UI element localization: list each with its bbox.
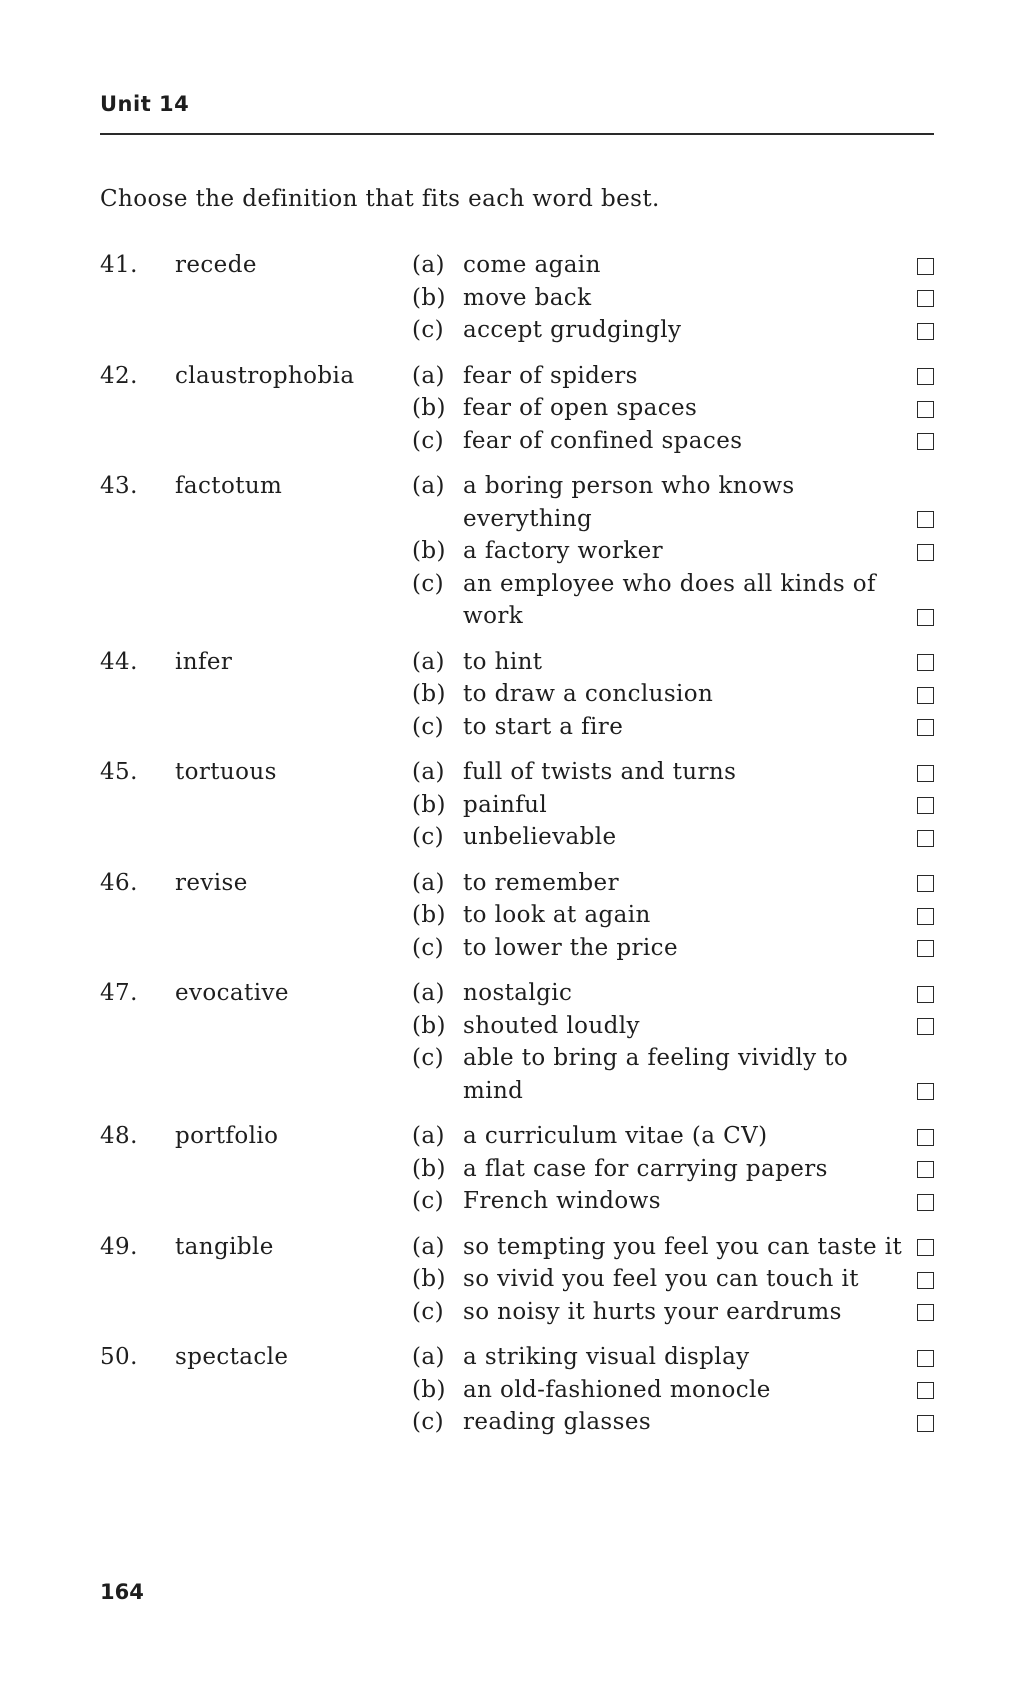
question-word: infer <box>175 648 233 675</box>
answer-option <box>412 1374 934 1407</box>
answer-checkbox[interactable] <box>917 290 934 307</box>
answer-checkbox[interactable] <box>917 1161 934 1178</box>
option-text: to hint <box>463 648 543 675</box>
answer-option <box>412 867 934 900</box>
answer-option <box>412 1185 934 1218</box>
answer-checkbox[interactable] <box>917 544 934 561</box>
answer-option <box>412 1296 934 1329</box>
instruction-text: Choose the definition that fits each word best. <box>100 186 660 212</box>
option-text: so noisy it hurts your eardrums <box>463 1298 842 1325</box>
option-letter: (a) <box>412 1344 445 1370</box>
answer-option <box>412 711 934 744</box>
answer-option <box>412 470 934 535</box>
question-number: 50. <box>100 1344 138 1370</box>
answer-checkbox[interactable] <box>917 511 934 528</box>
option-letter: (a) <box>412 759 445 785</box>
question-word: portfolio <box>175 1123 279 1149</box>
answer-option <box>412 1153 934 1186</box>
question-number: 45. <box>100 759 138 785</box>
option-letter: (a) <box>412 1233 445 1260</box>
option-text: able to bring a feeling vividly to mind <box>463 1045 849 1104</box>
option-text: a boring person who knows everything <box>463 473 795 532</box>
answer-checkbox[interactable] <box>917 1194 934 1211</box>
answer-option <box>412 821 934 854</box>
option-list <box>412 756 934 854</box>
answer-checkbox[interactable] <box>917 1129 934 1146</box>
option-letter: (a) <box>412 869 445 896</box>
answer-checkbox[interactable] <box>917 1350 934 1367</box>
option-list <box>412 867 934 965</box>
option-letter: (c) <box>412 824 445 850</box>
answer-option <box>412 314 934 347</box>
option-letter: (b) <box>412 395 446 421</box>
answer-checkbox[interactable] <box>917 1018 934 1035</box>
option-letter: (c) <box>412 427 445 454</box>
question-item <box>100 977 934 1107</box>
option-text: fear of open spaces <box>463 395 698 421</box>
option-text: nostalgic <box>463 980 573 1006</box>
answer-option <box>412 756 934 789</box>
option-text: to start a fire <box>463 713 624 740</box>
option-text: to look at again <box>463 902 651 928</box>
answer-checkbox[interactable] <box>917 908 934 925</box>
answer-checkbox[interactable] <box>917 765 934 782</box>
option-letter: (b) <box>412 791 446 818</box>
header-rule <box>100 133 934 135</box>
option-text: unbelievable <box>463 824 617 850</box>
question-number: 43. <box>100 473 138 499</box>
option-text: so vivid you feel you can touch it <box>463 1266 859 1292</box>
option-text: an old-fashioned monocle <box>463 1376 771 1403</box>
option-text: a flat case for carrying papers <box>463 1155 828 1182</box>
answer-option <box>412 899 934 932</box>
option-text: a striking visual display <box>463 1344 750 1370</box>
option-text: reading glasses <box>463 1409 652 1435</box>
question-word: evocative <box>175 980 289 1006</box>
option-letter: (c) <box>412 1298 445 1325</box>
option-letter: (c) <box>412 1045 445 1071</box>
question-item <box>100 1120 934 1218</box>
answer-checkbox[interactable] <box>917 940 934 957</box>
question-item <box>100 756 934 854</box>
option-letter: (c) <box>412 1188 445 1214</box>
option-text: a curriculum vitae (a CV) <box>463 1123 768 1149</box>
option-letter: (b) <box>412 1266 446 1292</box>
question-word: claustrophobia <box>175 362 355 389</box>
option-list <box>412 1120 934 1218</box>
answer-checkbox[interactable] <box>917 433 934 450</box>
answer-option <box>412 1341 934 1374</box>
page-number: 164 <box>100 1580 144 1604</box>
answer-checkbox[interactable] <box>917 654 934 671</box>
option-text: a factory worker <box>463 538 663 564</box>
option-letter: (c) <box>412 1409 445 1435</box>
answer-option <box>412 977 934 1010</box>
answer-option <box>412 1042 934 1107</box>
answer-checkbox[interactable] <box>917 830 934 847</box>
option-text: painful <box>463 791 548 818</box>
option-letter: (b) <box>412 1155 446 1182</box>
answer-checkbox[interactable] <box>917 797 934 814</box>
question-number: 42. <box>100 362 138 389</box>
option-text: an employee who does all kinds of work <box>463 570 876 629</box>
question-number: 47. <box>100 980 138 1006</box>
answer-option <box>412 1263 934 1296</box>
answer-checkbox[interactable] <box>917 1304 934 1321</box>
answer-checkbox[interactable] <box>917 1415 934 1432</box>
option-text: shouted loudly <box>463 1012 640 1039</box>
answer-option <box>412 249 934 282</box>
answer-option <box>412 392 934 425</box>
question-number: 44. <box>100 648 138 675</box>
option-letter: (c) <box>412 934 445 961</box>
answer-option <box>412 535 934 568</box>
option-text: fear of spiders <box>463 362 638 389</box>
option-text: so tempting you feel you can taste it <box>463 1233 903 1260</box>
answer-checkbox[interactable] <box>917 258 934 275</box>
option-letter: (b) <box>412 902 446 928</box>
option-text: to remember <box>463 869 619 896</box>
option-text: to lower the price <box>463 934 678 961</box>
question-item <box>100 360 934 458</box>
option-letter: (a) <box>412 473 445 499</box>
option-text: French windows <box>463 1188 661 1214</box>
question-item <box>100 1231 934 1329</box>
answer-option <box>412 1120 934 1153</box>
question-item <box>100 470 934 633</box>
option-letter: (b) <box>412 681 446 707</box>
running-head: Unit 14 <box>100 92 190 116</box>
question-number: 41. <box>100 252 138 278</box>
answer-checkbox[interactable] <box>917 1382 934 1399</box>
option-list <box>412 1341 934 1439</box>
question-word: tangible <box>175 1233 274 1260</box>
question-item <box>100 646 934 744</box>
question-word: recede <box>175 252 257 278</box>
answer-option <box>412 932 934 965</box>
option-letter: (c) <box>412 570 445 597</box>
answer-checkbox[interactable] <box>917 609 934 626</box>
question-word: factotum <box>175 473 283 499</box>
option-list <box>412 977 934 1107</box>
answer-checkbox[interactable] <box>917 401 934 418</box>
question-word: spectacle <box>175 1344 289 1370</box>
answer-option <box>412 1406 934 1439</box>
question-item <box>100 867 934 965</box>
option-text: full of twists and turns <box>463 759 737 785</box>
question-list <box>100 249 934 1452</box>
answer-option <box>412 282 934 315</box>
option-letter: (b) <box>412 1012 446 1039</box>
option-letter: (c) <box>412 317 445 343</box>
option-letter: (b) <box>412 538 446 564</box>
option-text: fear of confined spaces <box>463 427 743 454</box>
option-text: come again <box>463 252 601 278</box>
option-text: to draw a conclusion <box>463 681 714 707</box>
question-item <box>100 1341 934 1439</box>
question-item <box>100 249 934 347</box>
option-letter: (a) <box>412 980 445 1006</box>
answer-option <box>412 789 934 822</box>
answer-option <box>412 1010 934 1043</box>
option-letter: (a) <box>412 648 445 675</box>
answer-checkbox[interactable] <box>917 323 934 340</box>
answer-checkbox[interactable] <box>917 1272 934 1289</box>
answer-option <box>412 360 934 393</box>
option-letter: (c) <box>412 713 445 740</box>
option-letter: (a) <box>412 252 445 278</box>
answer-checkbox[interactable] <box>917 986 934 1003</box>
option-letter: (a) <box>412 1123 445 1149</box>
answer-checkbox[interactable] <box>917 368 934 385</box>
question-number: 48. <box>100 1123 138 1149</box>
option-list <box>412 249 934 347</box>
option-letter: (a) <box>412 362 445 389</box>
option-letter: (b) <box>412 284 446 311</box>
question-word: revise <box>175 869 248 896</box>
option-list <box>412 470 934 633</box>
option-letter: (b) <box>412 1376 446 1403</box>
answer-checkbox[interactable] <box>917 875 934 892</box>
answer-checkbox[interactable] <box>917 1239 934 1256</box>
answer-option <box>412 646 934 679</box>
option-list <box>412 360 934 458</box>
option-list <box>412 646 934 744</box>
answer-option <box>412 1231 934 1264</box>
option-text: move back <box>463 284 592 311</box>
answer-checkbox[interactable] <box>917 719 934 736</box>
answer-option <box>412 425 934 458</box>
answer-option <box>412 568 934 633</box>
question-number: 49. <box>100 1233 138 1260</box>
answer-option <box>412 678 934 711</box>
answer-checkbox[interactable] <box>917 687 934 704</box>
answer-checkbox[interactable] <box>917 1083 934 1100</box>
question-number: 46. <box>100 869 138 896</box>
option-text: accept grudgingly <box>463 317 682 343</box>
question-word: tortuous <box>175 759 277 785</box>
option-list <box>412 1231 934 1329</box>
